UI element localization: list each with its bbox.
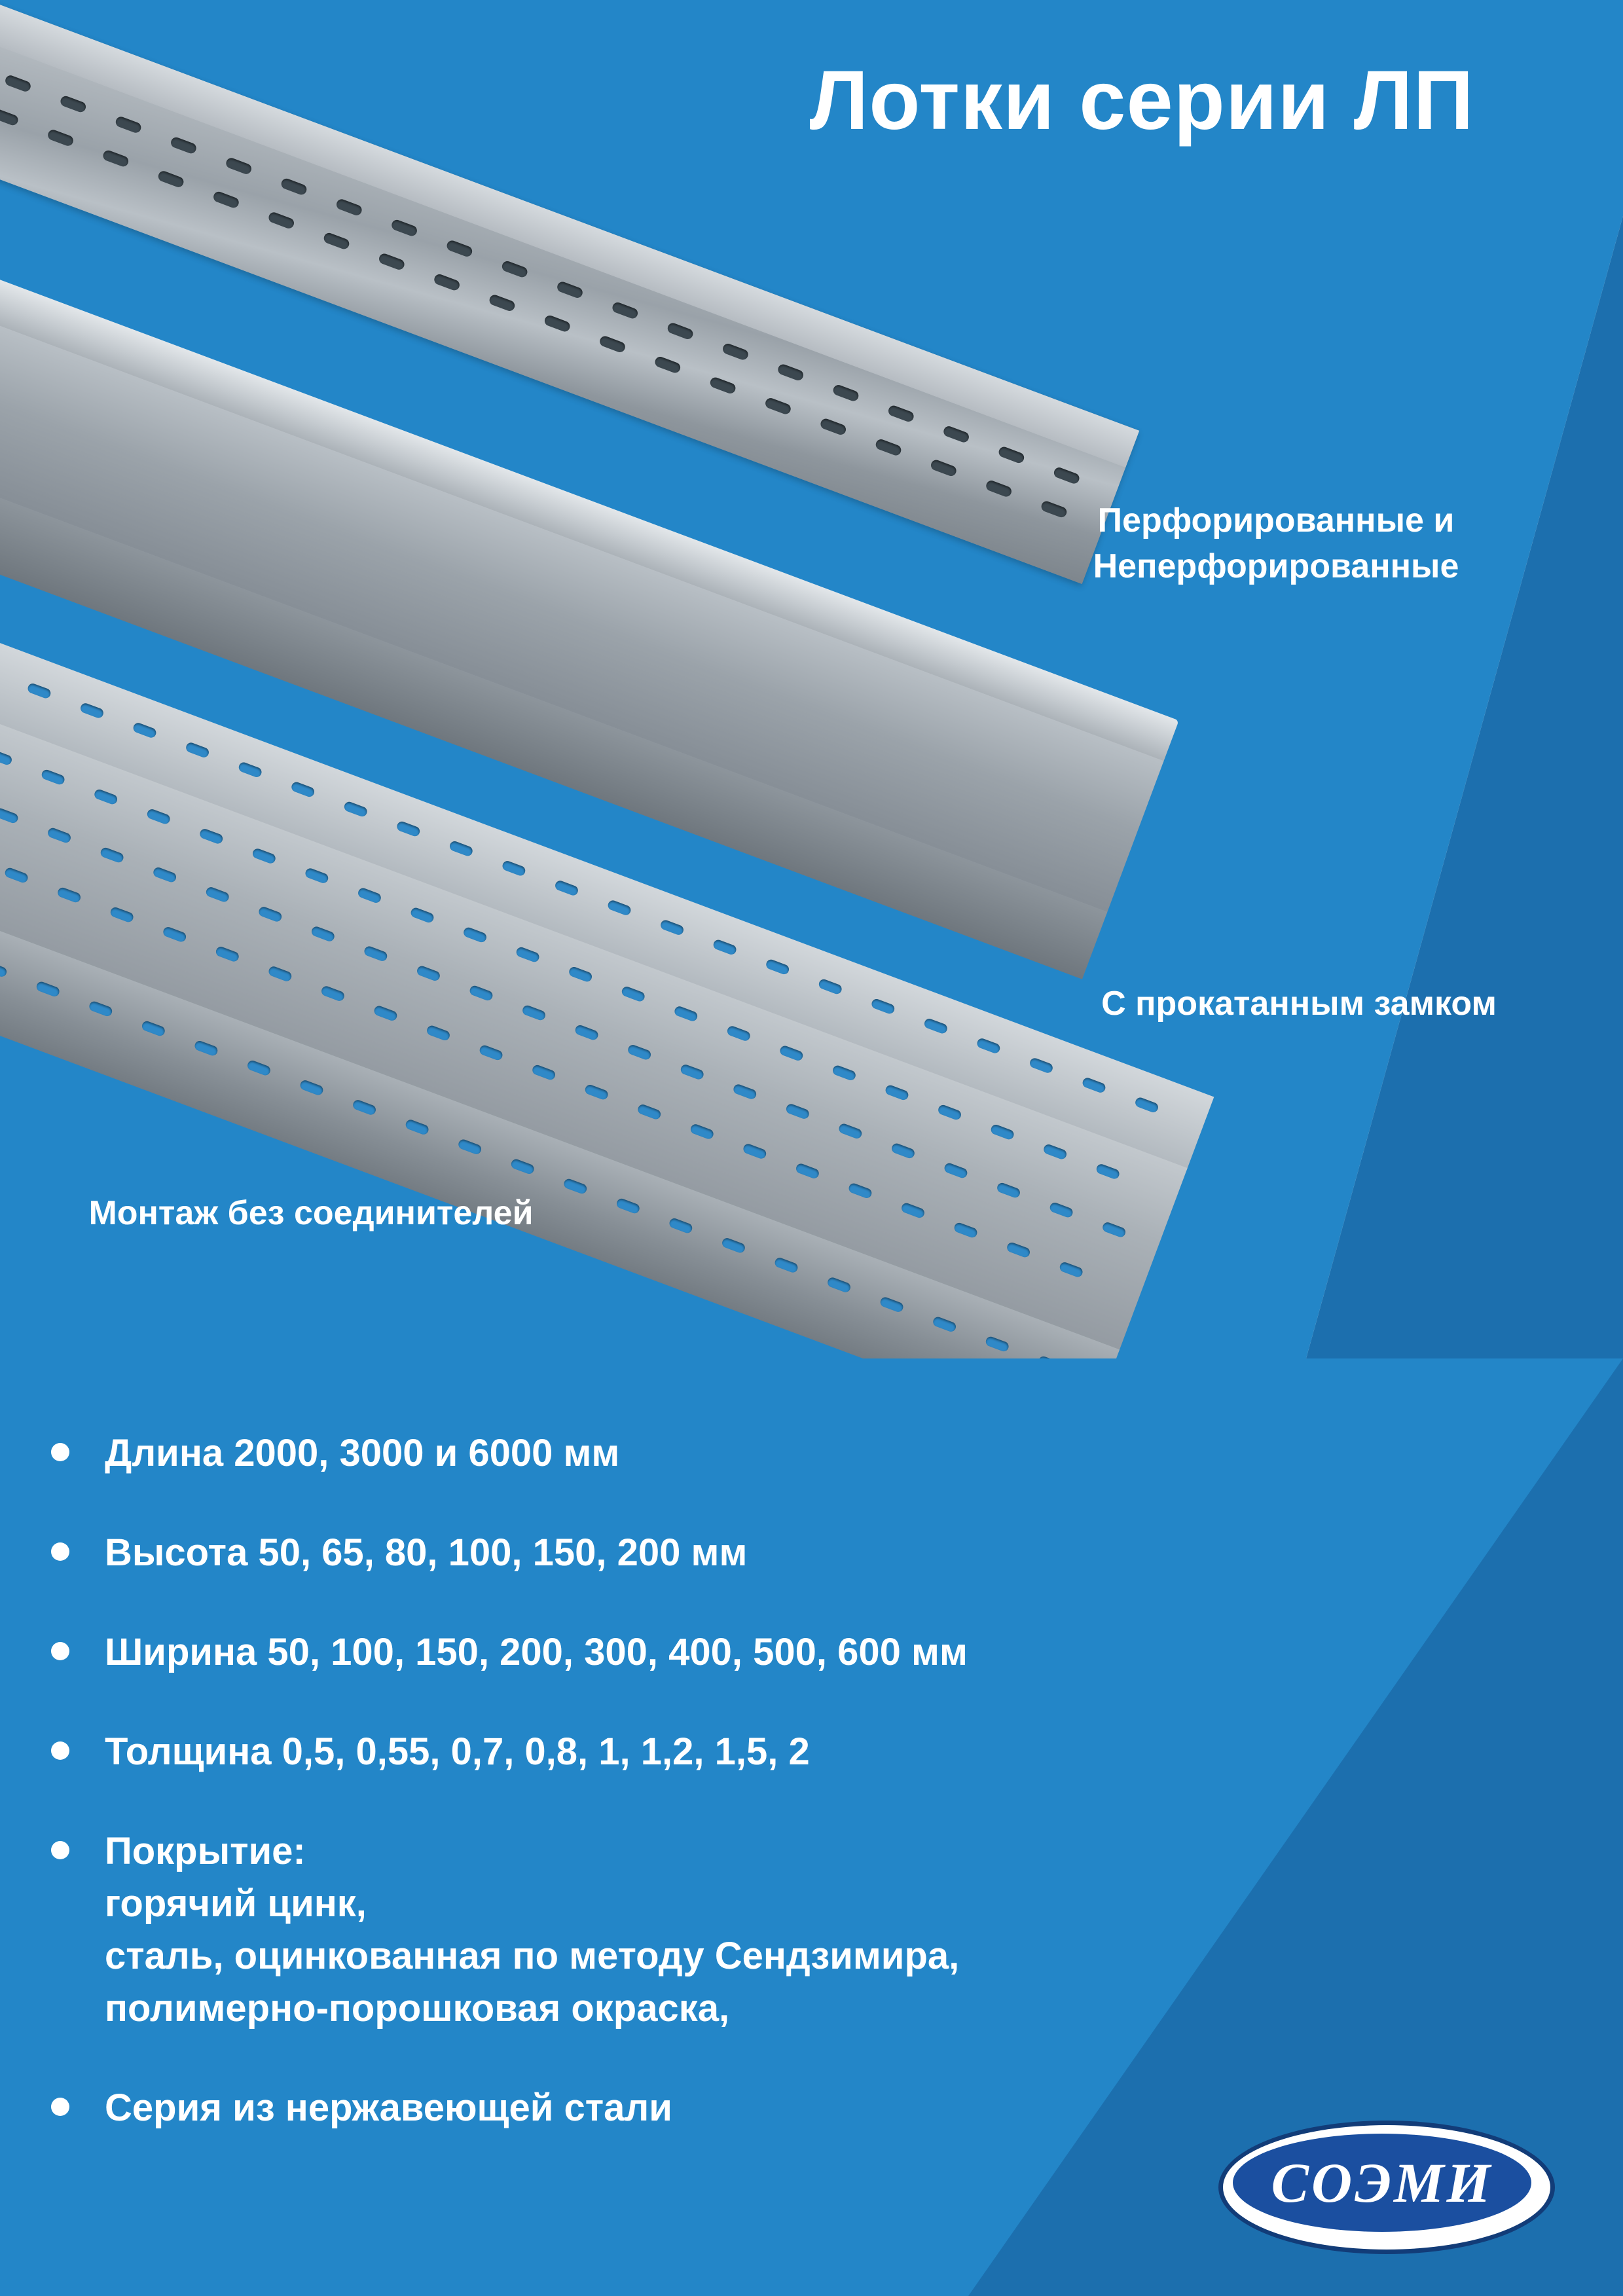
perforation-slot [215, 945, 240, 963]
perforation-slot [870, 998, 896, 1015]
spec-text: Длина 2000, 3000 и 6000 мм [105, 1432, 620, 1474]
perforation-slot [426, 1025, 451, 1042]
list-item [0, 1626, 1571, 1679]
perforation-slot [88, 1000, 113, 1018]
perforation-slot [198, 828, 224, 845]
perforation-slot [468, 985, 494, 1002]
perforation-slot [1095, 1163, 1121, 1180]
perforation-slot [826, 1276, 852, 1294]
perforation-slot [41, 769, 66, 786]
perforation-slot [636, 1103, 662, 1121]
perforation-slot [510, 1158, 536, 1176]
perforation-slot [320, 985, 346, 1002]
perforation-slot [501, 860, 526, 877]
perforation-slot [246, 1059, 272, 1077]
perforation-slot [976, 1037, 1001, 1055]
perforation-slot [568, 966, 593, 983]
perforation-slot [501, 260, 529, 279]
perforation-slot [132, 721, 158, 739]
perforation-slot [378, 252, 406, 271]
perforation-slot [0, 960, 8, 978]
perforation-slot [46, 827, 72, 845]
perforation-slot [953, 1222, 979, 1239]
logo-inner-ellipse [1233, 2134, 1531, 2232]
spec-text: Покрытие: [105, 1830, 306, 1873]
perforation-slot [35, 980, 61, 998]
bullet-icon [51, 1542, 69, 1561]
perforation-slot [930, 458, 958, 477]
perforation-slot [778, 1044, 804, 1062]
spec-subtext: горячий цинк, [105, 1882, 367, 1925]
perforation-slot [26, 682, 52, 700]
spec-text: Ширина 50, 100, 150, 200, 300, 400, 500, 600 мм [105, 1631, 968, 1674]
perforation-slot [56, 886, 82, 904]
perforation-slot [680, 1063, 705, 1081]
perforation-slot [785, 1102, 811, 1120]
list-item [0, 1726, 1571, 1778]
perforation-slot [689, 1123, 715, 1140]
perforation-slot [659, 919, 685, 936]
perforation-slot [4, 867, 29, 884]
spec-subtext: полимерно-порошковая окраска, [105, 1987, 730, 2030]
perforation-slot [543, 314, 572, 333]
perforation-slot [776, 363, 805, 382]
list-item-coating [0, 1825, 1571, 2035]
perforation-slot [448, 840, 474, 858]
perforation-slot [887, 404, 915, 423]
perforation-slot [607, 899, 632, 917]
label-rolled-lock: С прокатанным замком [1101, 985, 1497, 1023]
perforation-slot [1053, 466, 1081, 485]
perforation-slot [712, 938, 738, 956]
bullet-icon [51, 2098, 69, 2116]
perforation-slot [0, 807, 19, 825]
perforation-slot [1006, 1241, 1031, 1259]
perforation-slot [162, 926, 187, 943]
perforation-slot [721, 342, 750, 361]
perforation-slot [937, 1104, 962, 1121]
bullet-icon [51, 1841, 69, 1859]
bullet-icon [51, 1741, 69, 1760]
perforation-slot [152, 866, 177, 884]
perforation-slot [409, 907, 435, 924]
perforation-slot [363, 945, 388, 962]
perforation-slot [1029, 1057, 1054, 1074]
perforation-slot [764, 397, 792, 416]
perforation-slot [773, 1256, 799, 1274]
perforation-slot [621, 985, 646, 1003]
perforation-slot [997, 445, 1025, 464]
perforation-slot [666, 321, 695, 340]
perforation-slot [100, 847, 125, 864]
perforation-slot [584, 1084, 610, 1101]
perforation-slot [416, 964, 441, 982]
specifications-section [0, 1358, 1623, 2296]
perforation-slot [59, 95, 87, 114]
perforation-slot [890, 1142, 916, 1160]
perforation-slot [193, 1040, 219, 1057]
perforation-slot [1042, 1143, 1068, 1161]
spec-text: Толщина 0,5, 0,55, 0,7, 0,8, 1, 1,2, 1,5, 2 [105, 1730, 810, 1774]
perforation-slot [923, 1017, 949, 1035]
perforation-slot [185, 741, 210, 759]
perforation-slot [673, 1005, 699, 1023]
perforation-slot [0, 749, 13, 767]
perforation-slot [837, 1122, 863, 1140]
specification-list [0, 1427, 1571, 2181]
perforation-slot [322, 232, 350, 251]
perforation-slot [109, 906, 135, 924]
perforation-slot [668, 1217, 693, 1235]
perforation-slot [115, 115, 143, 134]
logo-text: СОЭМИ [1271, 2151, 1493, 2214]
perforation-slot [831, 1064, 857, 1082]
perforation-slot [267, 211, 295, 230]
spec-text: Высота 50, 65, 80, 100, 150, 200 мм [105, 1531, 748, 1575]
perforation-slot [900, 1202, 926, 1220]
perforation-slot [556, 280, 584, 299]
perforation-slot [990, 1123, 1015, 1141]
spec-subtext: сталь, оцинкованная по методу Сендзимира, [105, 1935, 960, 1978]
perforation-slot [390, 219, 418, 238]
perforation-slot [299, 1079, 325, 1097]
perforation-slot [225, 156, 253, 175]
perforation-slot [742, 1142, 767, 1160]
perforation-slot [615, 1197, 641, 1215]
perforation-slot [212, 191, 240, 210]
perforation-slot [515, 946, 541, 964]
page-title: Лотки серии ЛП [809, 54, 1474, 147]
spec-text: Серия из нержавеющей стали [105, 2086, 672, 2130]
perforation-slot [352, 1099, 377, 1116]
perforation-slot [1049, 1201, 1074, 1219]
perforation-slot [721, 1237, 746, 1254]
perforation-slot [874, 438, 902, 457]
perforation-slot [0, 108, 20, 127]
perforation-slot [653, 355, 682, 374]
perforation-slot [879, 1296, 905, 1313]
perforation-slot [462, 926, 488, 944]
perforation-slot [574, 1024, 600, 1042]
perforation-slot [726, 1025, 752, 1042]
perforation-slot [554, 879, 579, 897]
perforation-slot [1059, 1261, 1084, 1279]
perforation-slot [627, 1044, 652, 1061]
perforation-slot [884, 1084, 909, 1102]
perforation-slot [146, 808, 172, 826]
perforation-slot [280, 177, 308, 196]
perforation-slot [251, 847, 277, 865]
perforation-slot [373, 1004, 398, 1022]
perforation-slot [819, 417, 847, 436]
perforation-slot [598, 335, 627, 354]
perforation-slot [488, 293, 516, 312]
perforation-slot [343, 801, 369, 818]
perforation-slot [932, 1315, 957, 1333]
perforation-slot [996, 1182, 1021, 1199]
perforation-slot [1134, 1096, 1159, 1114]
perforation-slot [395, 820, 421, 838]
perforation-slot [79, 702, 105, 720]
perforation-slot [445, 239, 473, 258]
perforation-slot [765, 958, 790, 976]
perforation-slot [1081, 1076, 1106, 1094]
label-mounting: Монтаж без соединителей [88, 1194, 534, 1232]
perforation-slot [479, 1044, 504, 1062]
perforation-slot [93, 788, 119, 806]
perforation-slot [357, 886, 382, 904]
bullet-icon [51, 1443, 69, 1461]
company-logo [1218, 2121, 1546, 2245]
perforation-slot [157, 170, 185, 189]
perforation-slot [433, 273, 461, 292]
perforation-slot [732, 1083, 757, 1101]
perforation-slot [290, 781, 316, 799]
perforation-slot [943, 1162, 968, 1180]
perforation-slot [831, 384, 860, 403]
perforation-slot [531, 1064, 556, 1082]
perforation-slot [101, 149, 130, 168]
perforation-slot [335, 198, 363, 217]
perforation-slot [942, 425, 970, 444]
list-item [0, 1527, 1571, 1579]
perforation-slot [611, 301, 639, 320]
perforation-slot [238, 761, 263, 778]
perforation-slot [304, 867, 329, 884]
perforation-slot [1101, 1221, 1127, 1239]
list-item [0, 1427, 1571, 1480]
perforation-slot [818, 978, 843, 996]
perforation-slot [847, 1182, 873, 1199]
perforation-slot [457, 1138, 483, 1156]
perforation-slot [267, 965, 293, 983]
perforation-slot [170, 136, 198, 155]
label-perforated: Перфорированные и Неперфорированные [1093, 501, 1459, 586]
perforation-slot [709, 376, 737, 395]
perforation-slot [985, 479, 1013, 498]
perforation-slot [4, 74, 32, 93]
perforation-slot [795, 1162, 820, 1180]
perforation-slot [521, 1004, 547, 1022]
perforation-slot [310, 925, 336, 943]
perforation-slot [46, 128, 75, 147]
perforation-slot [205, 886, 230, 903]
perforation-slot [257, 905, 283, 923]
perforation-slot [985, 1336, 1010, 1353]
perforation-slot [141, 1020, 166, 1038]
perforation-slot [405, 1118, 430, 1136]
bullet-icon [51, 1642, 69, 1660]
